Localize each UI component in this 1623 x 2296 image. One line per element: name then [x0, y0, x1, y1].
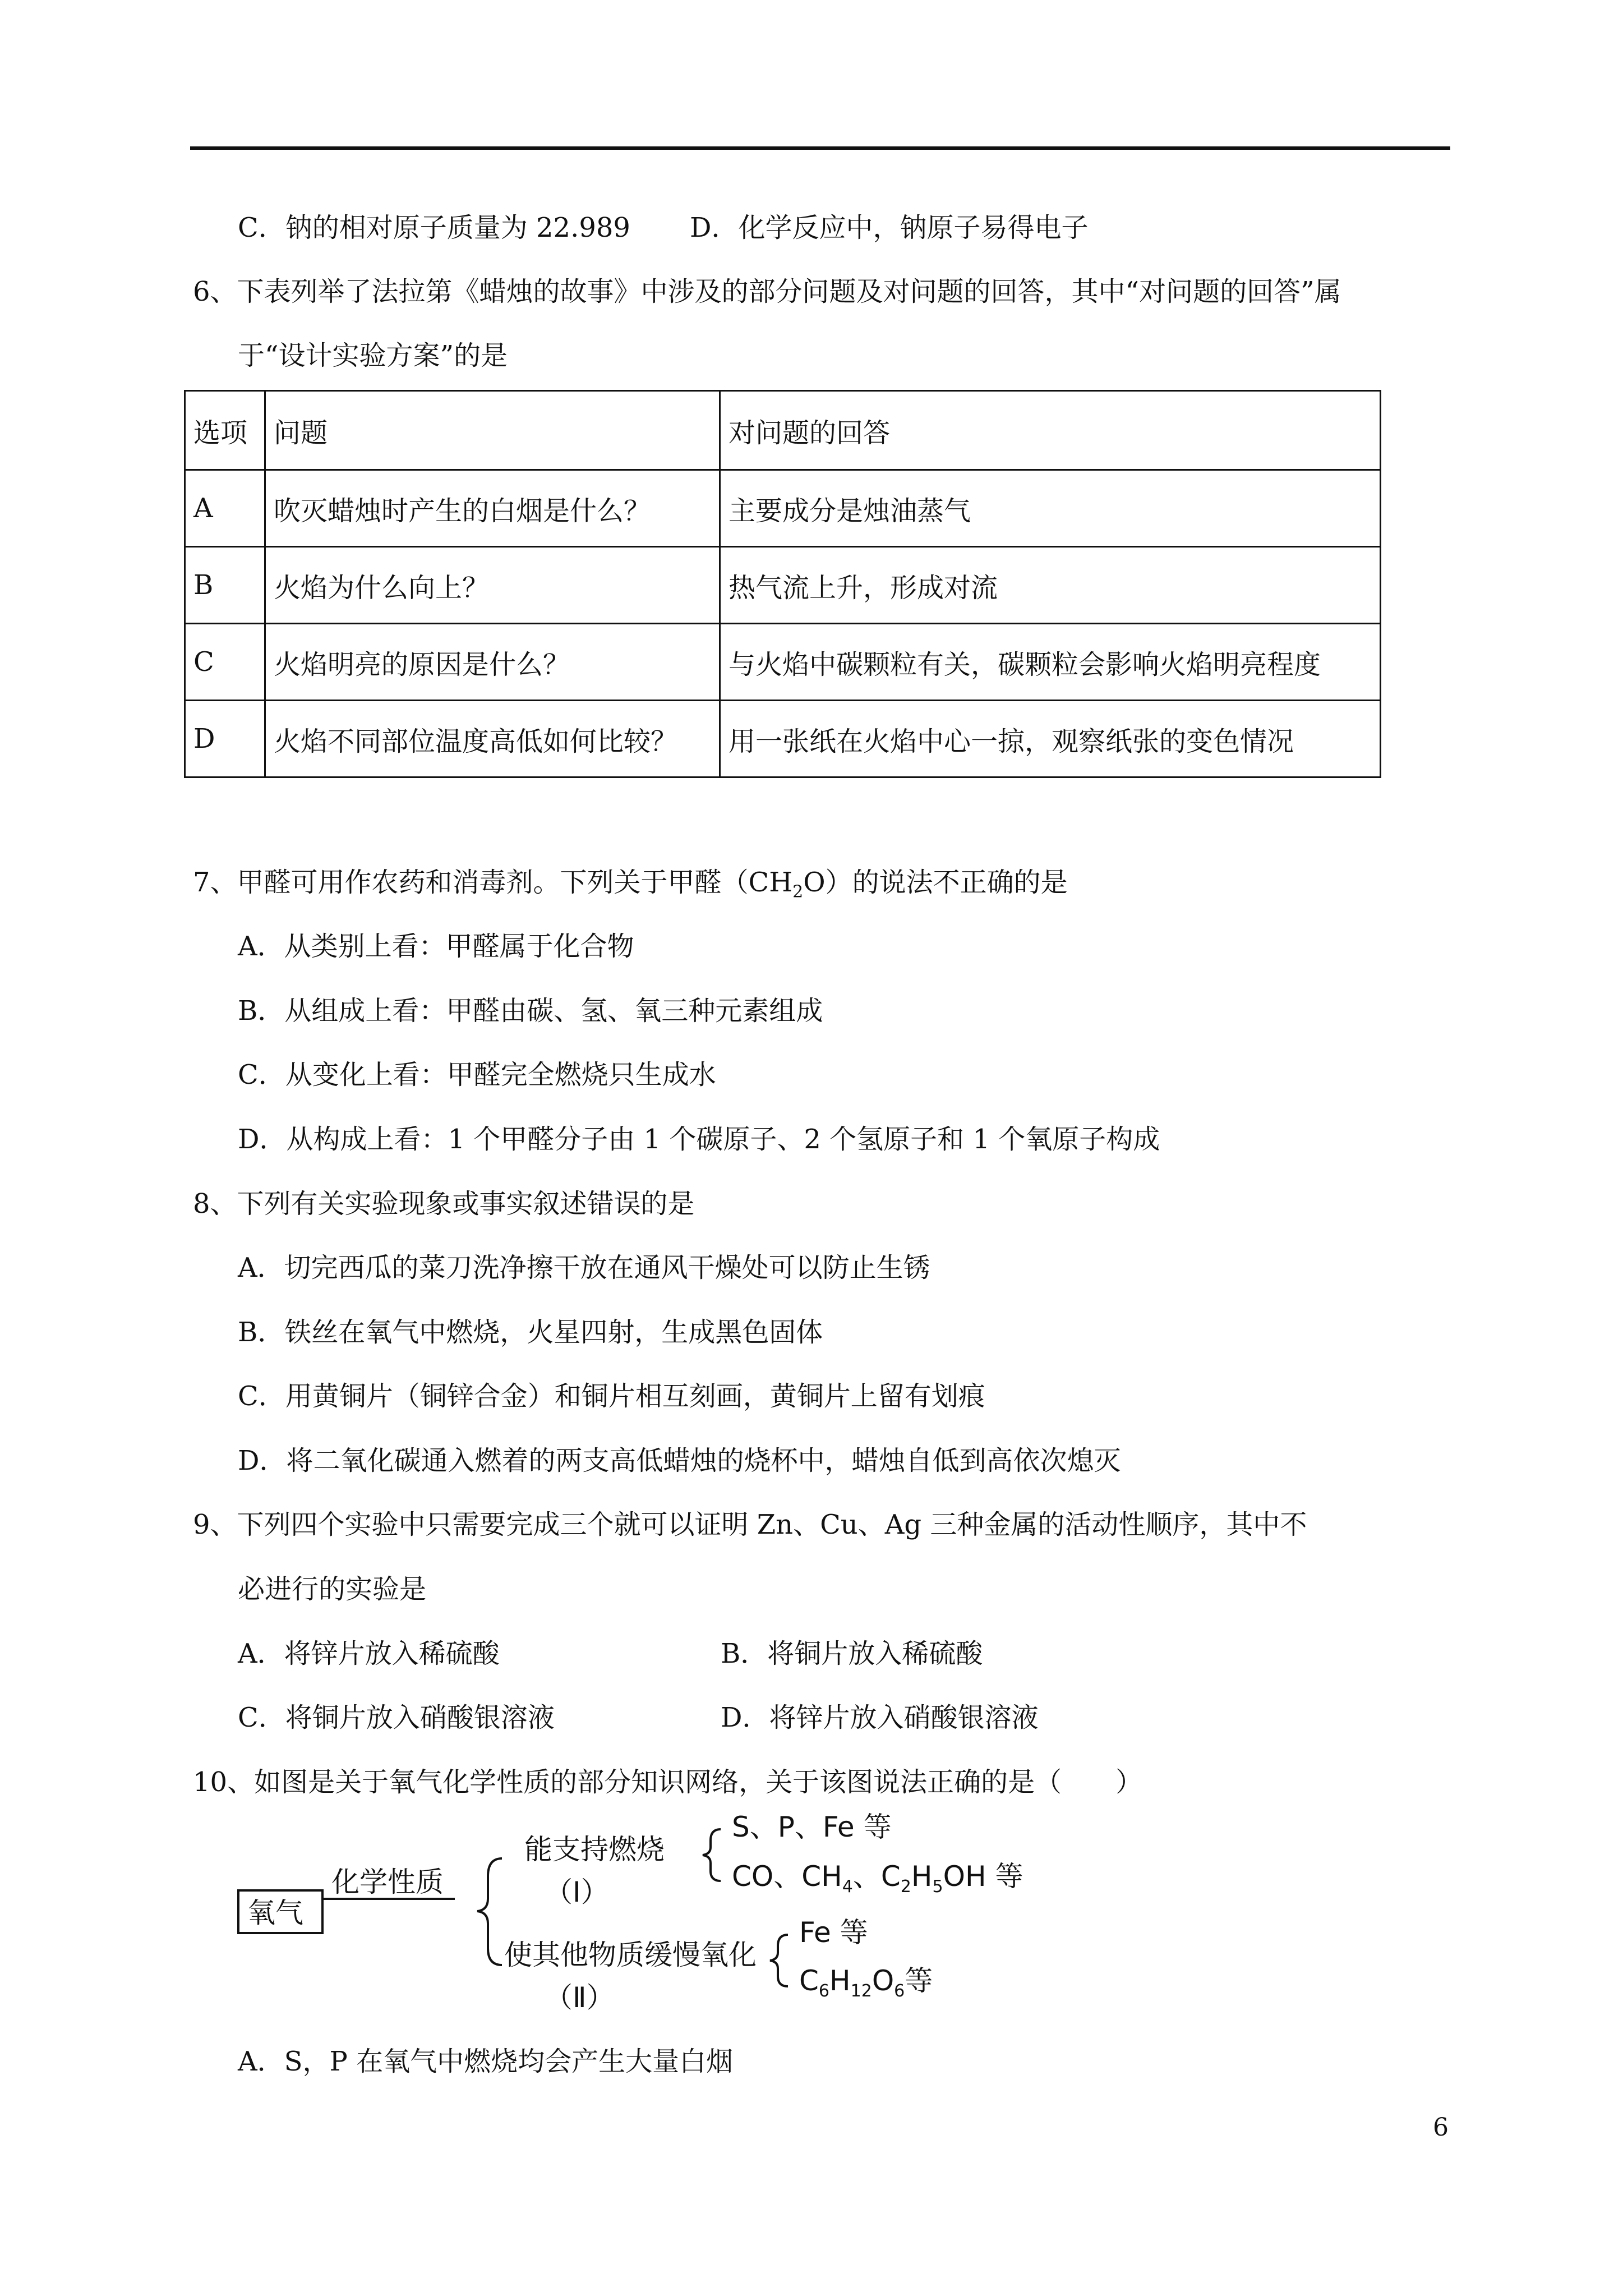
q8-option-c: C．用黄铜片（铜锌合金）和铜片相互刻画，黄铜片上留有划痕	[238, 1381, 985, 1412]
chemical-properties-label: 化学性质	[331, 1866, 444, 1898]
q9-option-a: A．将锌片放入稀硫酸	[238, 1638, 500, 1669]
roman-one-label: （Ⅰ）	[545, 1876, 609, 1908]
oxygen-root-label: 氧气	[247, 1897, 303, 1929]
table-header-cell: 问题	[265, 391, 720, 470]
q8-option-b: B．铁丝在氧气中燃烧，火星四射，生成黑色固体	[238, 1317, 823, 1348]
table-cell: 火焰不同部位温度高低如何比较？	[265, 701, 720, 777]
q7-stem-subscript: 2	[792, 882, 804, 902]
oxidation-examples-1: Fe 等	[799, 1916, 868, 1949]
table-cell: C	[185, 624, 265, 701]
table-cell: 主要成分是烛油蒸气	[720, 470, 1381, 547]
table-cell: A	[185, 470, 265, 547]
formula-subscript: 2	[900, 1877, 911, 1897]
table-row	[185, 547, 1381, 624]
formula-part: OH 等	[943, 1860, 1023, 1893]
oxidation-brace	[770, 1935, 788, 1986]
q5-option-d: D．化学反应中，钠原子易得电子	[690, 212, 1089, 243]
roman-two-label: （Ⅱ）	[545, 1981, 615, 2014]
slow-oxidation-label: 使其他物质缓慢氧化	[504, 1939, 757, 1971]
combustion-examples-2	[732, 1860, 1023, 1897]
q7-option-a: A．从类别上看：甲醛属于化合物	[238, 931, 634, 962]
oxidation-examples-2	[799, 1964, 933, 2001]
oxygen-knowledge-diagram	[233, 1811, 1040, 2039]
table-cell: 与火焰中碳颗粒有关，碳颗粒会影响火焰明亮程度	[720, 624, 1381, 701]
table-header-cell: 对问题的回答	[720, 391, 1381, 470]
formula-part: H	[829, 1964, 851, 1997]
q7-option-b: B．从组成上看：甲醛由碳、氢、氧三种元素组成	[238, 995, 823, 1027]
page-number: 6	[1433, 2113, 1449, 2142]
formula-subscript: 12	[850, 1981, 872, 2001]
table-row	[185, 624, 1381, 701]
formula-subscript: 6	[818, 1981, 830, 2001]
main-brace	[477, 1858, 502, 1965]
q10-stem: 10、如图是关于氧气化学性质的部分知识网络，关于该图说法正确的是（ ）	[193, 1766, 1143, 1798]
table-cell: 火焰为什么向上？	[265, 547, 720, 624]
header-rule	[190, 146, 1450, 150]
formula-part: CO、CH	[732, 1860, 842, 1893]
formula-part: 、C	[852, 1860, 901, 1893]
q10-option-a: A．S，P 在氧气中燃烧均会产生大量白烟	[238, 2046, 734, 2077]
q8-option-a: A．切完西瓜的菜刀洗净擦干放在通风干燥处可以防止生锈	[238, 1252, 930, 1283]
table-cell: 热气流上升，形成对流	[720, 547, 1381, 624]
q7-option-c: C．从变化上看：甲醛完全燃烧只生成水	[238, 1059, 716, 1091]
table-header-cell: 选项	[185, 391, 265, 470]
q9-option-c: C．将铜片放入硝酸银溶液	[238, 1702, 555, 1733]
table-cell: 用一张纸在火焰中心一掠，观察纸张的变色情况	[720, 701, 1381, 777]
formula-part: C	[799, 1964, 819, 1997]
q5-option-c: C．钠的相对原子质量为 22.989	[238, 212, 630, 243]
table-cell: B	[185, 547, 265, 624]
table-cell: D	[185, 701, 265, 777]
formula-subscript: 6	[894, 1981, 905, 2001]
table-cell: 吹灭蜡烛时产生的白烟是什么？	[265, 470, 720, 547]
q8-stem: 8、下列有关实验现象或事实叙述错误的是	[193, 1188, 695, 1220]
q7-option-d: D．从构成上看：1 个甲醛分子由 1 个碳原子、2 个氢原子和 1 个氧原子构成	[238, 1124, 1160, 1155]
combustion-brace	[703, 1829, 721, 1881]
table-header-row	[185, 391, 1381, 470]
table-row	[185, 470, 1381, 547]
table-row	[185, 701, 1381, 777]
formula-part: 等	[905, 1964, 933, 1997]
q7-stem	[193, 866, 1068, 902]
q9-option-b: B．将铜片放入稀硫酸	[721, 1638, 983, 1669]
formula-part: O	[872, 1964, 895, 1997]
formula-part: H	[911, 1860, 933, 1893]
q6-stem-line1: 6、下表列举了法拉第《蜡烛的故事》中涉及的部分问题及对问题的回答，其中“对问题的回答”属	[193, 276, 1341, 307]
q9-stem-line2: 必进行的实验是	[238, 1573, 427, 1605]
q7-stem-before: 7、甲醛可用作农药和消毒剂。下列关于甲醛（CH	[193, 867, 793, 898]
formula-subscript: 4	[842, 1877, 853, 1897]
q9-stem-line1: 9、下列四个实验中只需要完成三个就可以证明 Zn、Cu、Ag 三种金属的活动性顺序，其中不	[193, 1509, 1307, 1540]
q8-option-d: D．将二氧化碳通入燃着的两支高低蜡烛的烧杯中，蜡烛自低到高依次熄灭	[238, 1445, 1121, 1476]
combustion-examples-1: S、P、Fe 等	[732, 1811, 892, 1843]
formula-subscript: 5	[932, 1877, 943, 1897]
q6-stem-line2: 于“设计实验方案”的是	[238, 340, 508, 371]
q9-option-d: D．将锌片放入硝酸银溶液	[721, 1702, 1039, 1733]
table-cell: 火焰明亮的原因是什么？	[265, 624, 720, 701]
q6-table	[184, 390, 1381, 778]
support-combustion-label: 能支持燃烧	[524, 1833, 665, 1866]
q7-stem-after: O）的说法不正确的是	[803, 867, 1068, 898]
